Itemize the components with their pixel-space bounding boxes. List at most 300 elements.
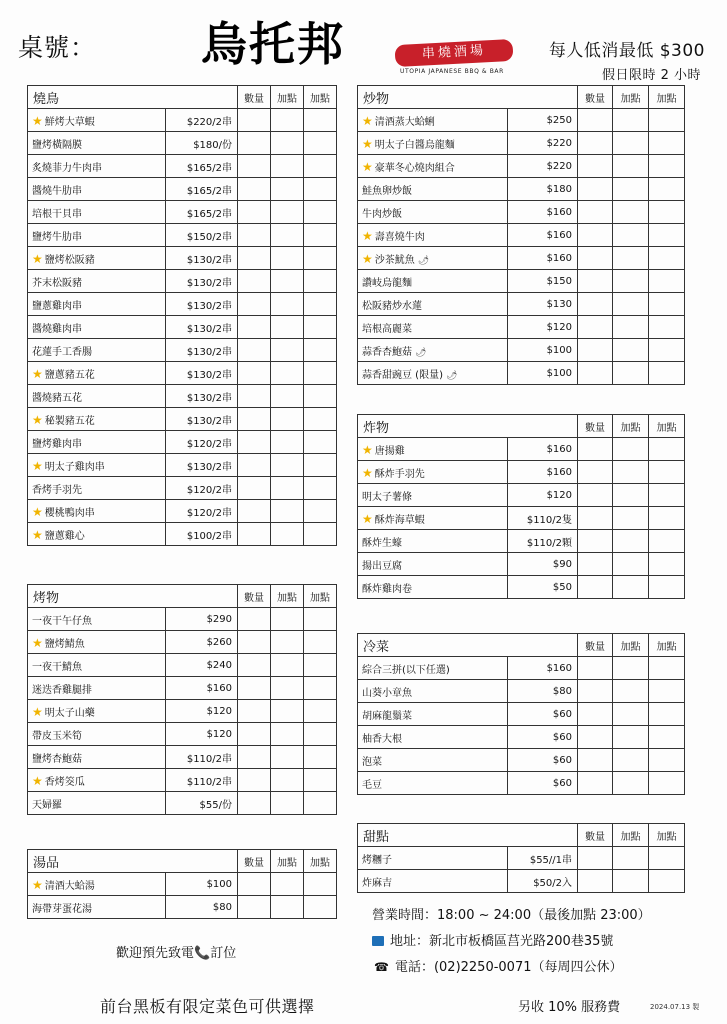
quantity-cell[interactable] xyxy=(578,657,613,680)
add-order-cell-2[interactable] xyxy=(304,155,337,178)
menu-item-name: 酥炸手羽先 xyxy=(374,468,425,480)
menu-item xyxy=(28,339,166,362)
section-header-row xyxy=(358,86,685,109)
add-order-cell-1[interactable] xyxy=(613,339,649,362)
add-order-cell-2[interactable] xyxy=(304,132,337,155)
add-order-cell-1[interactable] xyxy=(271,523,304,546)
add-order-cell-1[interactable] xyxy=(271,608,304,631)
quantity-cell[interactable] xyxy=(238,385,271,408)
logo-badge: 串燒酒場 xyxy=(395,39,514,67)
add-order-cell-2[interactable] xyxy=(304,477,337,500)
business-hours: 營業時間：18:00 ~ 24:00（最後加點 23:00） xyxy=(372,908,651,923)
menu-item xyxy=(28,477,166,500)
add-order-cell-1[interactable] xyxy=(613,847,649,870)
menu-item-row xyxy=(358,316,685,339)
add-order-cell-2[interactable] xyxy=(649,109,685,132)
quantity-cell[interactable] xyxy=(578,224,613,247)
menu-item-row xyxy=(28,293,337,316)
quantity-cell[interactable] xyxy=(578,576,613,599)
add-order-cell-1[interactable] xyxy=(613,657,649,680)
add-order-cell-1[interactable] xyxy=(271,408,304,431)
menu-item-price: $130/2串 xyxy=(166,339,238,362)
menu-item-price: $55//1串 xyxy=(508,847,578,870)
star-icon: ★ xyxy=(32,412,43,427)
reservation-text: 歡迎預先致電 xyxy=(116,946,195,961)
add-order-cell-2[interactable] xyxy=(304,631,337,654)
quantity-cell[interactable] xyxy=(578,155,613,178)
quantity-cell[interactable] xyxy=(578,772,613,795)
add-order-cell-1[interactable] xyxy=(271,677,304,700)
add-order-cell-2[interactable] xyxy=(649,132,685,155)
menu-item-name: 明太子雞肉串 xyxy=(44,461,105,473)
add-order-cell-1[interactable] xyxy=(271,178,304,201)
quantity-cell[interactable] xyxy=(238,339,271,362)
add-order-cell-2[interactable] xyxy=(304,270,337,293)
add-order-cell-2[interactable] xyxy=(304,608,337,631)
add-order-cell-2[interactable] xyxy=(304,339,337,362)
add-order-cell-2[interactable] xyxy=(649,530,685,553)
quantity-cell[interactable] xyxy=(238,477,271,500)
menu-item-row xyxy=(28,339,337,362)
menu-item-name: 蒜香甜豌豆 (限量) xyxy=(362,369,443,381)
menu-item-row xyxy=(28,270,337,293)
menu-item xyxy=(28,201,166,224)
quantity-cell[interactable] xyxy=(238,408,271,431)
menu-item-row xyxy=(28,723,337,746)
add-order-cell-1[interactable] xyxy=(271,293,304,316)
add-order-cell-1[interactable] xyxy=(613,703,649,726)
menu-item-row xyxy=(28,385,337,408)
add-order-cell-2[interactable] xyxy=(649,178,685,201)
add-order-cell-2[interactable] xyxy=(304,316,337,339)
menu-item-name: 清酒大蛤湯 xyxy=(44,880,95,892)
quantity-cell[interactable] xyxy=(578,362,613,385)
add-order-cell-2[interactable] xyxy=(304,746,337,769)
quantity-cell[interactable] xyxy=(238,769,271,792)
add-order-cell-2[interactable] xyxy=(304,896,337,919)
menu-item-name: 花蓮手工香腸 xyxy=(32,346,92,358)
menu-item-row xyxy=(28,408,337,431)
menu-item-row xyxy=(28,654,337,677)
menu-item-name: 鹽烤橫隔膜 xyxy=(32,139,82,151)
add-order-cell-1[interactable] xyxy=(271,631,304,654)
add-order-cell-2[interactable] xyxy=(649,847,685,870)
quantity-cell[interactable] xyxy=(238,608,271,631)
quantity-cell[interactable] xyxy=(238,896,271,919)
add-order-cell-1[interactable] xyxy=(271,155,304,178)
menu-item xyxy=(358,109,508,132)
add-order-cell-1[interactable] xyxy=(271,873,304,896)
spicy-icon: 🌶 xyxy=(445,370,458,381)
quantity-cell[interactable] xyxy=(578,316,613,339)
menu-item-name: 鮮烤大草蝦 xyxy=(44,116,95,128)
add-order-cell-1[interactable] xyxy=(271,792,304,815)
quantity-cell[interactable] xyxy=(578,293,613,316)
menu-item-price: $50/2入 xyxy=(508,870,578,893)
add-order-cell-1[interactable] xyxy=(271,247,304,270)
add-order-cell-2[interactable] xyxy=(649,339,685,362)
quantity-cell[interactable] xyxy=(238,873,271,896)
add-order-cell-1[interactable] xyxy=(613,461,649,484)
menu-item-row xyxy=(358,703,685,726)
minimum-charge: 每人低消最低 $300 xyxy=(548,41,705,61)
menu-item-row xyxy=(28,178,337,201)
add-order-cell-1[interactable] xyxy=(613,484,649,507)
menu-item-name: 鹽烤雞肉串 xyxy=(32,438,82,450)
quantity-cell[interactable] xyxy=(578,749,613,772)
quantity-cell[interactable] xyxy=(238,270,271,293)
menu-item-price: $290 xyxy=(166,608,238,631)
add-order-cell-1[interactable] xyxy=(271,477,304,500)
quantity-cell[interactable] xyxy=(238,523,271,546)
add-order-cell-1[interactable] xyxy=(613,270,649,293)
add-order-cell-1[interactable] xyxy=(613,680,649,703)
menu-item-name: 一夜干鯖魚 xyxy=(32,661,82,673)
quantity-cell[interactable] xyxy=(238,677,271,700)
star-icon: ★ xyxy=(32,635,43,650)
quantity-cell[interactable] xyxy=(578,507,613,530)
add-order-cell-1[interactable] xyxy=(271,746,304,769)
add-order-cell-2[interactable] xyxy=(304,109,337,132)
menu-item-name: 帶皮玉米筍 xyxy=(32,730,82,742)
add-order-cell-2[interactable] xyxy=(649,247,685,270)
add-order-cell-2[interactable] xyxy=(304,408,337,431)
menu-item-price: $110/2顆 xyxy=(508,530,578,553)
menu-item-price: $130/2串 xyxy=(166,362,238,385)
quantity-cell[interactable] xyxy=(238,431,271,454)
menu-item xyxy=(358,726,508,749)
star-icon: ★ xyxy=(32,877,43,892)
menu-item xyxy=(28,654,166,677)
add-order-cell-1[interactable] xyxy=(271,362,304,385)
add-order-cell-2[interactable] xyxy=(304,385,337,408)
menu-section-cold xyxy=(357,633,685,795)
add-order-cell-1[interactable] xyxy=(613,155,649,178)
reservation-tail: 訂位 xyxy=(210,946,237,961)
add-order-cell-2[interactable] xyxy=(649,270,685,293)
menu-item-name: 秘製豬五花 xyxy=(44,415,95,427)
menu-item-name: 芥末松阪豬 xyxy=(32,277,82,289)
menu-item-name: 酥炸海草蝦 xyxy=(374,514,425,526)
menu-item-price: $80 xyxy=(166,896,238,919)
menu-item-row xyxy=(28,769,337,792)
add-order-cell-2[interactable] xyxy=(304,362,337,385)
section-title: 烤物 xyxy=(28,585,238,608)
menu-item-row xyxy=(28,224,337,247)
add-order-cell-2[interactable] xyxy=(304,224,337,247)
add-order-cell-2[interactable] xyxy=(304,201,337,224)
quantity-cell[interactable] xyxy=(578,461,613,484)
menu-item-row xyxy=(358,224,685,247)
menu-section-yakitori xyxy=(27,85,337,546)
quantity-cell[interactable] xyxy=(578,132,613,155)
add-order-cell-2[interactable] xyxy=(649,201,685,224)
menu-item xyxy=(28,270,166,293)
add-order-cell-1[interactable] xyxy=(271,700,304,723)
quantity-cell[interactable] xyxy=(238,723,271,746)
add-order-cell-1[interactable] xyxy=(613,870,649,893)
add-order-cell-2[interactable] xyxy=(649,680,685,703)
add-order-cell-1[interactable] xyxy=(613,247,649,270)
menu-item-name: 炙燒菲力牛肉串 xyxy=(32,162,102,174)
column-header-add1: 加點 xyxy=(613,634,649,657)
quantity-cell[interactable] xyxy=(238,454,271,477)
menu-item xyxy=(358,847,508,870)
quantity-cell[interactable] xyxy=(578,703,613,726)
quantity-cell[interactable] xyxy=(578,726,613,749)
add-order-cell-1[interactable] xyxy=(613,507,649,530)
menu-item-price: $100 xyxy=(166,873,238,896)
add-order-cell-1[interactable] xyxy=(271,896,304,919)
quantity-cell[interactable] xyxy=(578,530,613,553)
add-order-cell-1[interactable] xyxy=(271,109,304,132)
menu-item-price: $120/2串 xyxy=(166,477,238,500)
quantity-cell[interactable] xyxy=(238,178,271,201)
add-order-cell-2[interactable] xyxy=(304,873,337,896)
menu-item-row xyxy=(28,631,337,654)
menu-item-price: $180/份 xyxy=(166,132,238,155)
add-order-cell-1[interactable] xyxy=(613,132,649,155)
add-order-cell-2[interactable] xyxy=(649,293,685,316)
add-order-cell-2[interactable] xyxy=(649,703,685,726)
add-order-cell-2[interactable] xyxy=(304,293,337,316)
add-order-cell-2[interactable] xyxy=(304,500,337,523)
star-icon: ★ xyxy=(362,136,373,151)
menu-item-name: 酥炸生蠔 xyxy=(362,537,402,549)
star-icon: ★ xyxy=(32,527,43,542)
add-order-cell-2[interactable] xyxy=(304,523,337,546)
add-order-cell-2[interactable] xyxy=(649,726,685,749)
add-order-cell-1[interactable] xyxy=(271,500,304,523)
add-order-cell-1[interactable] xyxy=(613,726,649,749)
add-order-cell-1[interactable] xyxy=(613,178,649,201)
add-order-cell-2[interactable] xyxy=(304,700,337,723)
add-order-cell-2[interactable] xyxy=(649,224,685,247)
menu-item xyxy=(28,500,166,523)
add-order-cell-2[interactable] xyxy=(649,870,685,893)
menu-item-row xyxy=(358,270,685,293)
menu-item xyxy=(358,507,508,530)
add-order-cell-1[interactable] xyxy=(613,438,649,461)
quantity-cell[interactable] xyxy=(238,700,271,723)
add-order-cell-1[interactable] xyxy=(271,385,304,408)
quantity-cell[interactable] xyxy=(578,178,613,201)
menu-item-row xyxy=(28,247,337,270)
quantity-cell[interactable] xyxy=(238,746,271,769)
menu-item xyxy=(28,385,166,408)
add-order-cell-2[interactable] xyxy=(649,438,685,461)
add-order-cell-1[interactable] xyxy=(271,132,304,155)
add-order-cell-2[interactable] xyxy=(304,247,337,270)
add-order-cell-2[interactable] xyxy=(649,576,685,599)
menu-item xyxy=(28,608,166,631)
quantity-cell[interactable] xyxy=(238,132,271,155)
blackboard-note: 前台黑板有限定菜色可供選擇 xyxy=(100,997,315,1016)
menu-item-name: 胡麻龍鬚菜 xyxy=(362,710,412,722)
menu-item-row xyxy=(358,847,685,870)
service-fee: 另收 10% 服務費 xyxy=(518,1000,621,1015)
star-icon: ★ xyxy=(362,228,373,243)
column-header-add2: 加點 xyxy=(649,634,685,657)
quantity-cell[interactable] xyxy=(578,484,613,507)
menu-item-row xyxy=(358,530,685,553)
add-order-cell-1[interactable] xyxy=(271,339,304,362)
add-order-cell-1[interactable] xyxy=(613,293,649,316)
menu-item xyxy=(358,316,508,339)
quantity-cell[interactable] xyxy=(238,155,271,178)
add-order-cell-2[interactable] xyxy=(304,677,337,700)
menu-item-row xyxy=(28,201,337,224)
add-order-cell-1[interactable] xyxy=(271,431,304,454)
menu-item-price: $120/2串 xyxy=(166,431,238,454)
quantity-cell[interactable] xyxy=(578,339,613,362)
add-order-cell-2[interactable] xyxy=(304,454,337,477)
add-order-cell-2[interactable] xyxy=(304,654,337,677)
star-icon: ★ xyxy=(362,511,373,526)
menu-item-name: 唐揚雞 xyxy=(374,445,405,457)
menu-item xyxy=(358,201,508,224)
menu-item-row xyxy=(28,746,337,769)
add-order-cell-1[interactable] xyxy=(271,201,304,224)
quantity-cell[interactable] xyxy=(578,847,613,870)
menu-item-price: $160 xyxy=(508,247,578,270)
add-order-cell-2[interactable] xyxy=(304,792,337,815)
menu-item xyxy=(358,461,508,484)
menu-item xyxy=(28,631,166,654)
menu-item-name: 揚出豆腐 xyxy=(362,560,402,572)
add-order-cell-2[interactable] xyxy=(304,723,337,746)
menu-item-row xyxy=(28,477,337,500)
section-title: 冷菜 xyxy=(358,634,578,657)
add-order-cell-2[interactable] xyxy=(649,155,685,178)
quantity-cell[interactable] xyxy=(238,247,271,270)
menu-item-row xyxy=(358,132,685,155)
add-order-cell-1[interactable] xyxy=(271,316,304,339)
menu-item-name: 醬燒雞肉串 xyxy=(32,323,82,335)
add-order-cell-2[interactable] xyxy=(649,657,685,680)
menu-item xyxy=(358,438,508,461)
quantity-cell[interactable] xyxy=(238,792,271,815)
menu-item-row xyxy=(28,109,337,132)
star-icon: ★ xyxy=(32,773,43,788)
add-order-cell-2[interactable] xyxy=(649,772,685,795)
menu-item xyxy=(28,523,166,546)
quantity-cell[interactable] xyxy=(578,553,613,576)
quantity-cell[interactable] xyxy=(238,224,271,247)
star-icon: ★ xyxy=(362,159,373,174)
quantity-cell[interactable] xyxy=(238,316,271,339)
add-order-cell-1[interactable] xyxy=(613,553,649,576)
menu-item-name: 培根干貝串 xyxy=(32,208,82,220)
add-order-cell-1[interactable] xyxy=(613,576,649,599)
add-order-cell-1[interactable] xyxy=(613,749,649,772)
menu-item-row xyxy=(28,362,337,385)
menu-item-row xyxy=(358,680,685,703)
quantity-cell[interactable] xyxy=(578,680,613,703)
menu-item xyxy=(28,792,166,815)
menu-item-price: $55/份 xyxy=(166,792,238,815)
restaurant-logo xyxy=(195,8,525,78)
quantity-cell[interactable] xyxy=(238,500,271,523)
section-title: 炸物 xyxy=(358,415,578,438)
add-order-cell-1[interactable] xyxy=(613,316,649,339)
menu-item-name: 鹽烤杏鮑菇 xyxy=(32,753,82,765)
quantity-cell[interactable] xyxy=(578,270,613,293)
add-order-cell-1[interactable] xyxy=(271,270,304,293)
menu-item-price: $60 xyxy=(508,772,578,795)
add-order-cell-2[interactable] xyxy=(304,431,337,454)
add-order-cell-2[interactable] xyxy=(649,507,685,530)
add-order-cell-2[interactable] xyxy=(304,178,337,201)
menu-item-row xyxy=(358,772,685,795)
add-order-cell-1[interactable] xyxy=(613,772,649,795)
quantity-cell[interactable] xyxy=(238,293,271,316)
star-icon: ★ xyxy=(32,366,43,381)
quantity-cell[interactable] xyxy=(578,438,613,461)
section-header-row xyxy=(28,850,337,873)
menu-item-name: 山葵小章魚 xyxy=(362,687,412,699)
column-header-add2: 加點 xyxy=(304,850,337,873)
menu-item-row xyxy=(358,178,685,201)
quantity-cell[interactable] xyxy=(238,362,271,385)
quantity-cell[interactable] xyxy=(578,109,613,132)
quantity-cell[interactable] xyxy=(578,201,613,224)
star-icon: ★ xyxy=(32,504,43,519)
quantity-cell[interactable] xyxy=(578,870,613,893)
add-order-cell-2[interactable] xyxy=(649,461,685,484)
add-order-cell-2[interactable] xyxy=(649,362,685,385)
menu-item-name: 松阪豬炒水蓮 xyxy=(362,300,422,312)
add-order-cell-1[interactable] xyxy=(271,224,304,247)
add-order-cell-1[interactable] xyxy=(613,224,649,247)
menu-item-name: 鹽蔥雞心 xyxy=(44,530,85,542)
menu-item-name: 酥炸雞肉卷 xyxy=(362,583,412,595)
add-order-cell-1[interactable] xyxy=(613,201,649,224)
menu-item-row xyxy=(358,484,685,507)
menu-item-row xyxy=(358,362,685,385)
quantity-cell[interactable] xyxy=(238,109,271,132)
add-order-cell-2[interactable] xyxy=(304,769,337,792)
menu-item-price: $150 xyxy=(508,270,578,293)
quantity-cell[interactable] xyxy=(578,247,613,270)
menu-item-name: 明太子山藥 xyxy=(44,707,95,719)
add-order-cell-1[interactable] xyxy=(271,654,304,677)
quantity-cell[interactable] xyxy=(238,654,271,677)
add-order-cell-2[interactable] xyxy=(649,484,685,507)
menu-item-row xyxy=(28,677,337,700)
menu-item-row xyxy=(28,792,337,815)
menu-item xyxy=(358,870,508,893)
add-order-cell-1[interactable] xyxy=(271,723,304,746)
add-order-cell-1[interactable] xyxy=(271,454,304,477)
star-icon: ★ xyxy=(362,251,373,266)
add-order-cell-2[interactable] xyxy=(649,553,685,576)
add-order-cell-1[interactable] xyxy=(271,769,304,792)
quantity-cell[interactable] xyxy=(238,201,271,224)
add-order-cell-1[interactable] xyxy=(613,109,649,132)
add-order-cell-1[interactable] xyxy=(613,362,649,385)
add-order-cell-2[interactable] xyxy=(649,749,685,772)
menu-item-price: $165/2串 xyxy=(166,201,238,224)
column-header-qty: 數量 xyxy=(238,850,271,873)
menu-item-row xyxy=(358,870,685,893)
menu-item-price: $120 xyxy=(166,723,238,746)
column-header-add2: 加點 xyxy=(649,824,685,847)
add-order-cell-2[interactable] xyxy=(649,316,685,339)
column-header-add2: 加點 xyxy=(304,585,337,608)
add-order-cell-1[interactable] xyxy=(613,530,649,553)
quantity-cell[interactable] xyxy=(238,631,271,654)
